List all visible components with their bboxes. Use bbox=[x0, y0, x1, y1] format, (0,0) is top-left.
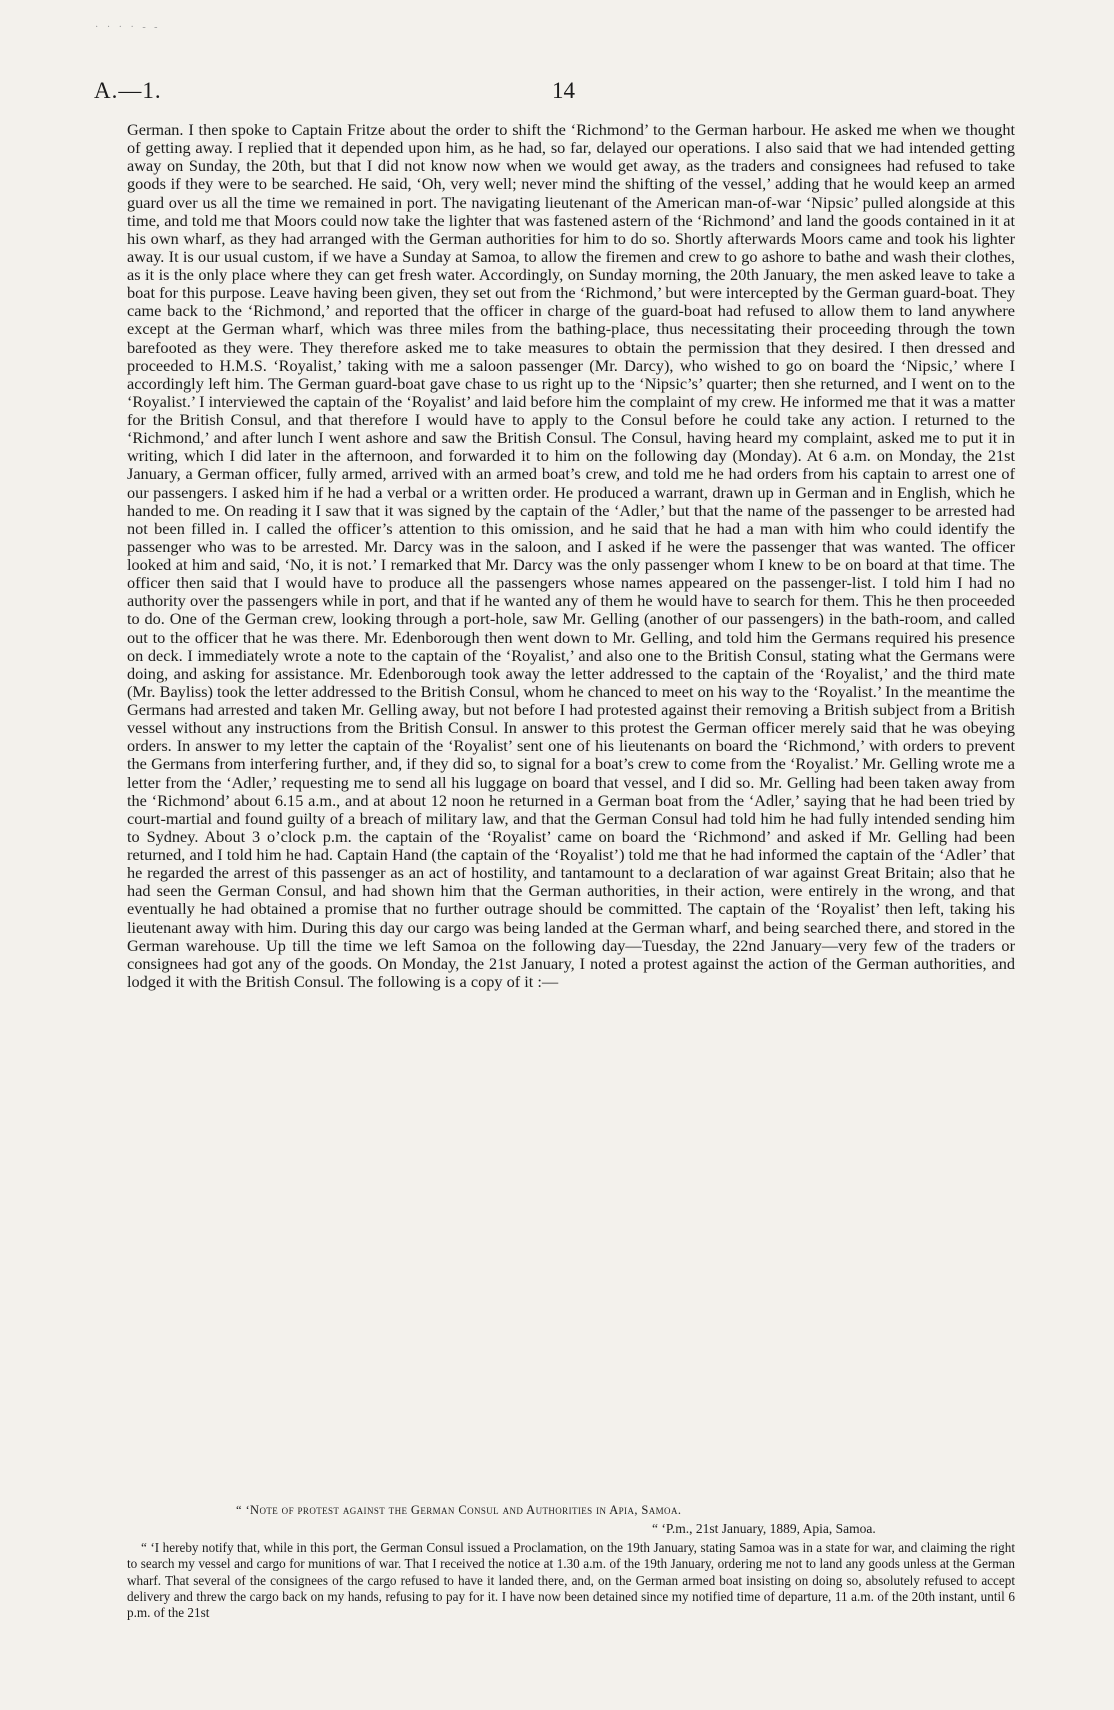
scan-specks: · · · · - - bbox=[95, 22, 161, 33]
note-title: “ ‘Note of protest against the German Consul and Authorities in Apia, Samoa. bbox=[236, 1503, 682, 1517]
note-date: “ ‘P.m., 21st January, 1889, Apia, Samoa. bbox=[652, 1521, 876, 1536]
page-header bbox=[0, 78, 1114, 108]
body-paragraph: German. I then spoke to Captain Fritze about the order to shift the ‘Richmond’ to the German harbour. He asked me when we thought of getting away. I replied that it depended upon him, as he had, so far, delayed our operations. I also said that we had intended getting away on Sunday, the 20th, but that I did not know now when we would get away, as the traders and consignees had refused to take goods if they were to be searched. He said, ‘Oh, very well; never mind the shifting of the vessel,’ adding that he would keep an armed guard over us all the time we remained in port. The navigating lieutenant of the American man-of-war ‘Nipsic’ pulled alongside at this time, and told me that Moors could now take the lighter that was fastened astern of the ‘Richmond’ and land the goods contained in it at his own wharf, as they had arranged with the German authorities for him to do so. Shortly afterwards Moors came and took his lighter away. It is our usual custom, if we have a Sunday at Samoa, to allow the firemen and crew to go ashore to bathe and wash their clothes, as it is the only place where they can get fresh water. Accordingly, on Sunday morning, the 20th January, the men asked leave to take a boat for this purpose. Leave having been given, they set out from the ‘Richmond,’ but were intercepted by the German guard-boat. They came back to the ‘Richmond,’ and reported that the officer in charge of the guard-boat had refused to allow them to land anywhere except at the German wharf, which was three miles from the bathing-place, thus necessitating their proceeding through the town barefooted as they were. They therefore asked me to take measures to obtain the permission that they desired. I then dressed and proceeded to H.M.S. ‘Royalist,’ taking with me a saloon passenger (Mr. Darcy), who wished to go on board the ‘Nipsic,’ where I accordingly left him. The German guard-boat gave chase to us right up to the ‘Nipsic’s’ quarter; then she returned, and I went on to the ‘Royalist.’ I interviewed the captain of the ‘Royalist’ and laid before him the complaint of my crew. He informed me that it was a matter for the British Consul, and that therefore I would have to apply to the Consul before he could take any action. I returned to the ‘Richmond,’ and after lunch I went ashore and saw the British Consul. The Consul, having heard my complaint, asked me to put it in writing, which I did later in the afternoon, and forwarded it to him on the following day (Monday). At 6 a.m. on Monday, the 21st January, a German officer, fully armed, arrived with an armed boat’s crew, and told me he had orders from his captain to arrest one of our passengers. I asked him if he had a verbal or a written order. He produced a warrant, drawn up in German and in English, which he handed to me. On reading it I saw that it was signed by the captain of the ‘Adler,’ but that the name of the passenger to be arrested had not been filled in. I called the officer’s attention to this omission, and he said that he had a man with him who could identify the passenger who was to be arrested. Mr. Darcy was in the saloon, and I asked if he were the passenger that was wanted. The officer looked at him and said, ‘No, it is not.’ I remarked that Mr. Darcy was the only passenger whom I knew to be on board at that time. The officer then said that I would have to produce all the passengers whose names appeared on the passenger-list. I told him I had no authority over the passengers while in port, and that if he wanted any of them he would have to search for them. This he then proceeded to do. One of the German crew, looking through a port-hole, saw Mr. Gelling (another of our passengers) in the bath-room, and called out to the officer that he was there. Mr. Edenborough then went down to Mr. Gelling, and told him the Germans required his presence on deck. I immediately wrote a note to the captain of the ‘Royalist,’ and also one to the British Consul, stating what the Germans were doing, and asking for assistance. Mr. Edenborough took away the letter addressed to the captain of the ‘Royalist,’ and the third mate (Mr. Bayliss) took the letter addressed to the British Consul, whom he chanced to meet on his way to the ‘Royalist.’ In the meantime the Germans had arrested and taken Mr. Gelling away, but not before I had protested against their removing a British subject from a British vessel without any instructions from the British Consul. In answer to this protest the German officer merely said that he was obeying orders. In answer to my letter the captain of the ‘Royalist’ sent one of his lieutenants on board the ‘Richmond,’ with orders to prevent the Germans from interfering further, and, if they did so, to signal for a boat’s crew to come from the ‘Royalist.’ Mr. Gelling wrote me a letter from the ‘Adler,’ requesting me to send all his luggage on board that vessel, and I did so. Mr. Gelling had been taken away from the ‘Richmond’ about 6.15 a.m., and at about 12 noon he returned in a German boat from the ‘Adler,’ saying that he had been tried by court-martial and found guilty of a breach of military law, and that the German Consul had told him he had fully intended sending him to Sydney. About 3 o’clock p.m. the captain of the ‘Royalist’ came on board the ‘Richmond’ and asked if Mr. Gelling had been returned, and I told him he had. Captain Hand (the captain of the ‘Royalist’) told me that he had informed the captain of the ‘Adler’ that he regarded the arrest of this passenger as an act of hostility, and tantamount to a declaration of war against Great Britain; also that he had seen the German Consul, and had shown him that the German authorities, in their action, were entirely in the wrong, and that eventually he had obtained a promise that no further outrage should be committed. The captain of the ‘Royalist’ then left, taking his lieutenant away with him. During this day our cargo was being landed at the German wharf, and being searched there, and stored in the German warehouse. Up till the time we left Samoa on the following day—Tuesday, the 22nd January—very few of the traders or consignees had got any of the goods. On Monday, the 21st January, I noted a protest against the action of the German authorities, and lodged it with the British Consul. The following is a copy of it :— bbox=[127, 120, 1015, 991]
section-identifier: A.—1. bbox=[94, 78, 162, 103]
page-number: 14 bbox=[552, 78, 575, 103]
note-body: “ ‘I hereby notify that, while in this port, the German Consul issued a Proclamation, on the 19th January, stating Samoa was in a state for war, and claiming the right to search my vessel and cargo for munitions of war. That I received the notice at 1.30 a.m. of the 19th January, ordering me not to land any goods unless at the German wharf. That several of the consignees of the cargo refused to have it landed there, and, on the German armed boat insisting on doing so, absolutely refused to accept delivery and threw the cargo back on my hands, refusing to pay for it. I have now been detained since my notified time of departure, 11 a.m. of the 20th instant, until 6 p.m. of the 21st bbox=[127, 1540, 1015, 1621]
